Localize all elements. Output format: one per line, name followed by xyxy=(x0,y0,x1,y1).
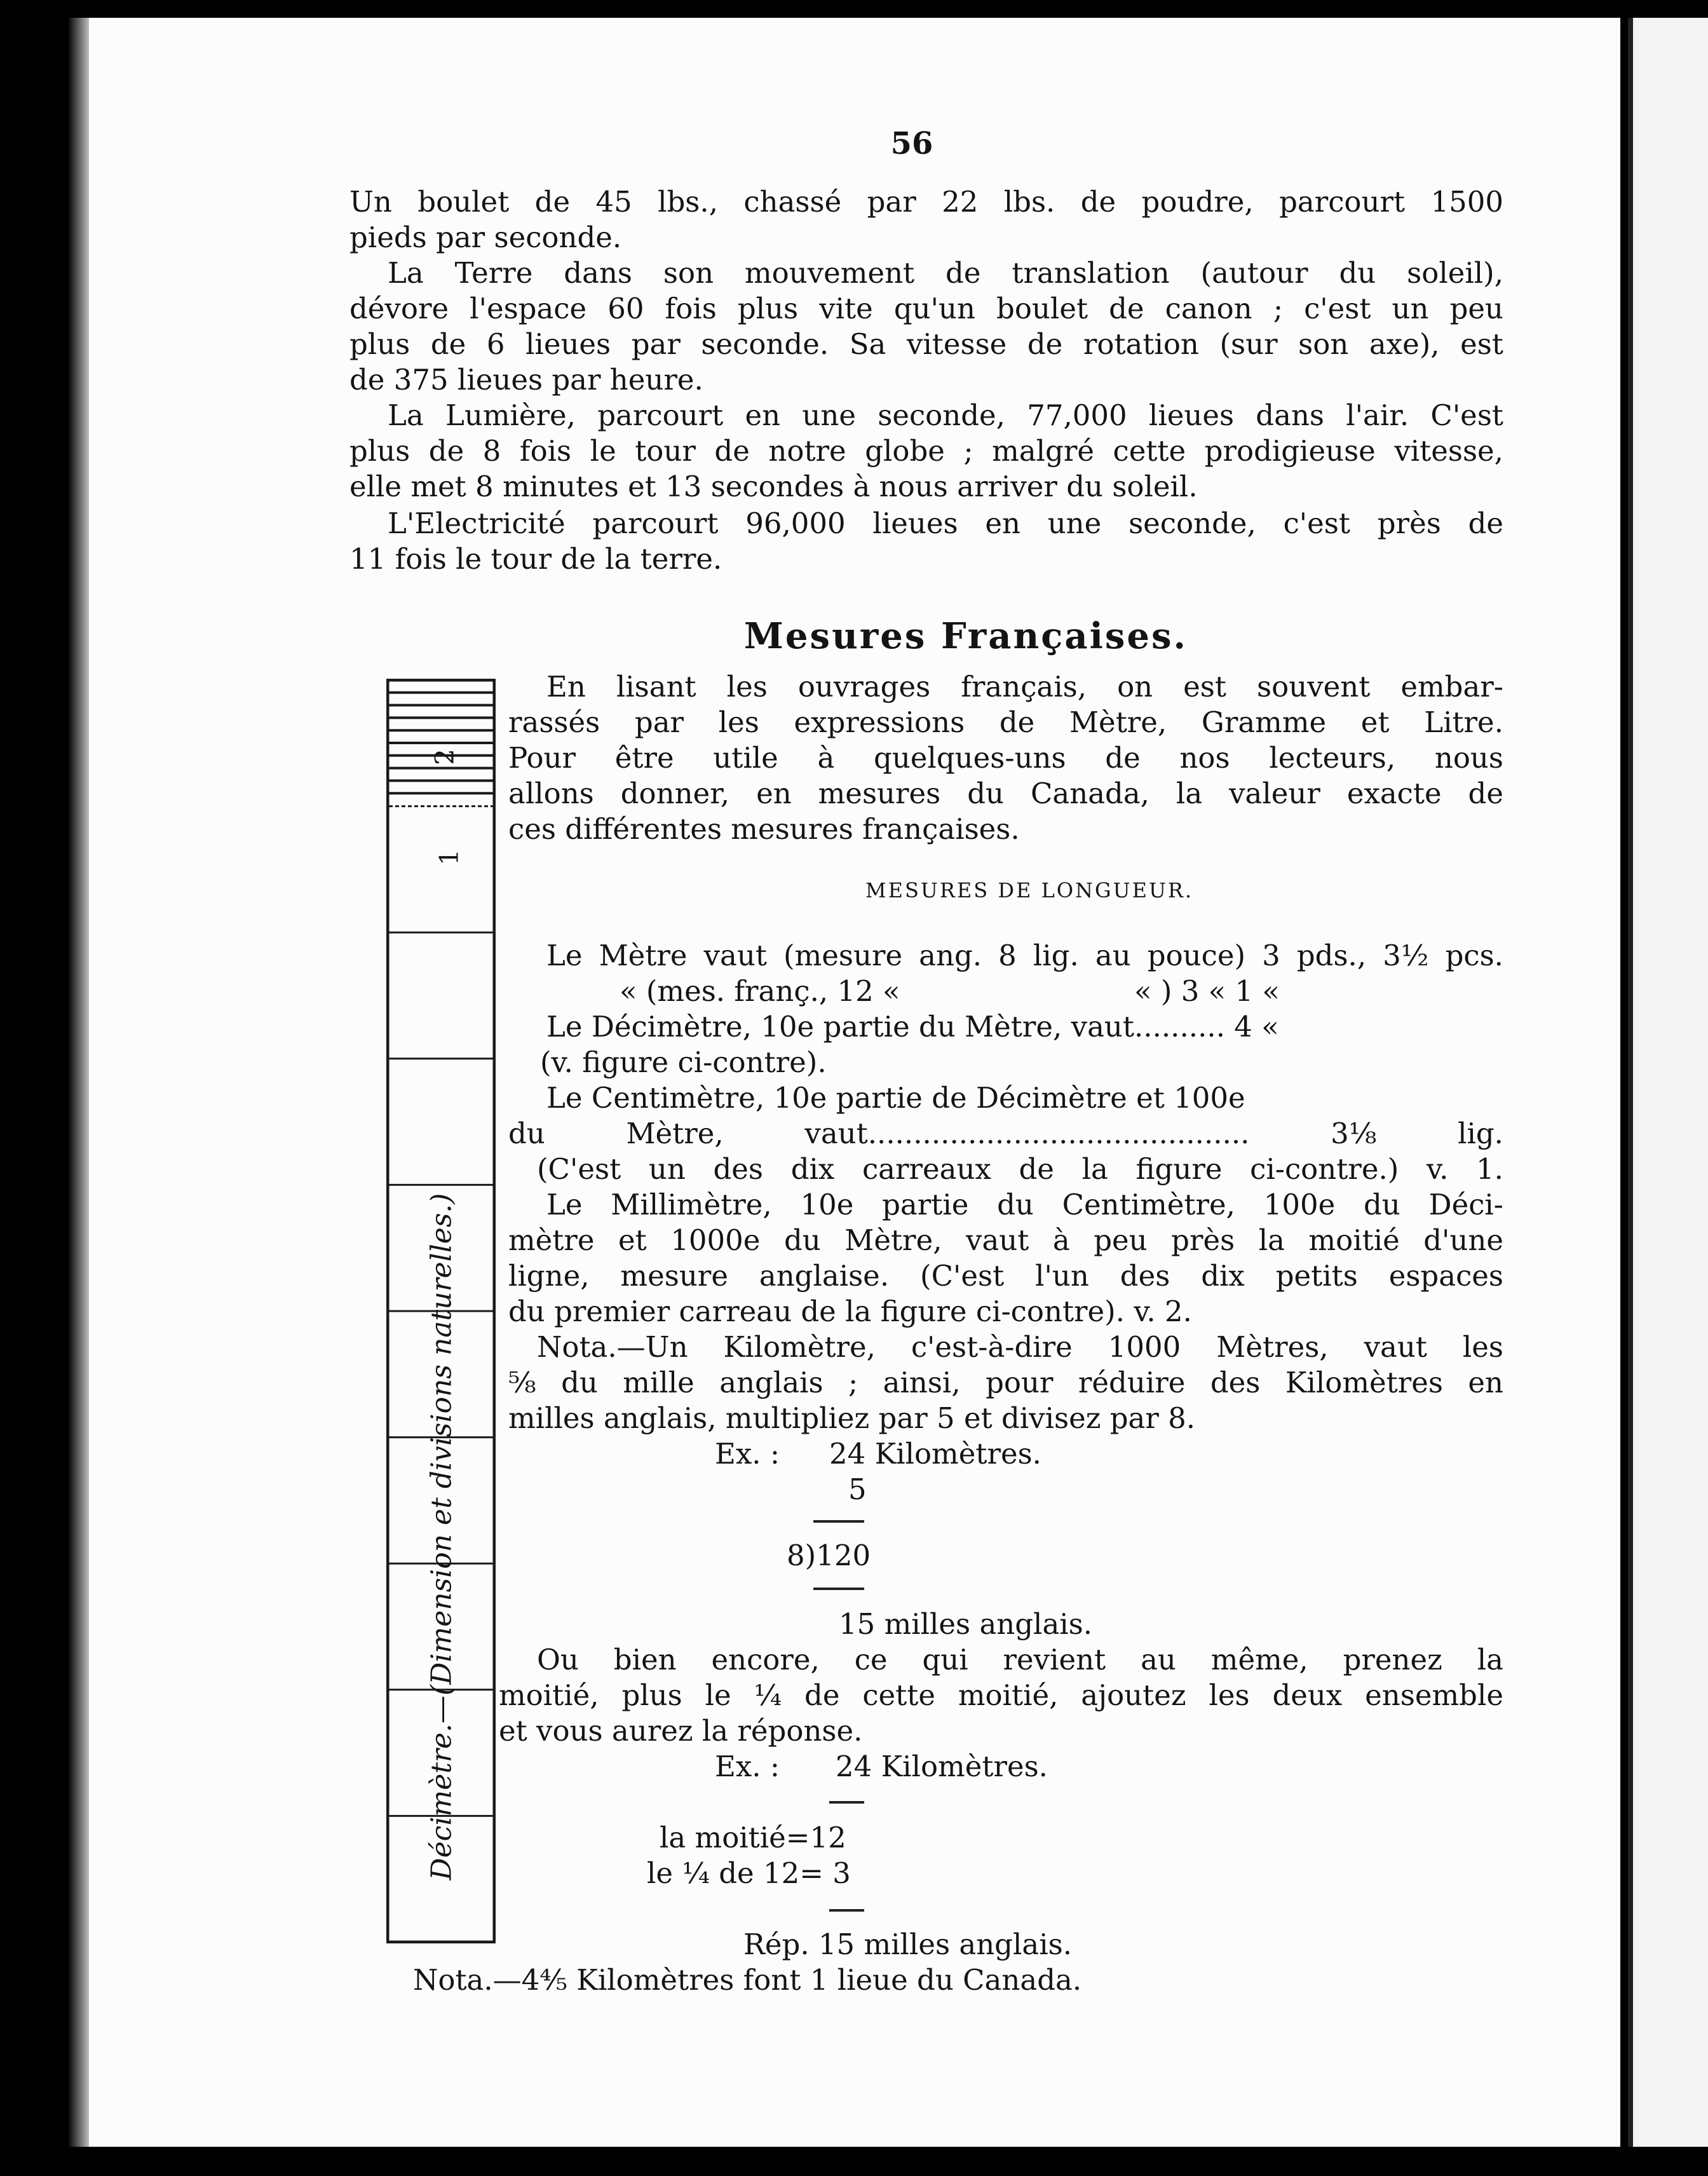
text-line: de 375 lieues par heure. xyxy=(349,363,703,397)
text-line: rassés par les expressions de Mètre, Gramme et Litre. xyxy=(508,705,1503,739)
centimetre-line-3: (C'est un des dix carreaux de la figure ci-contre.) v. 1. xyxy=(537,1152,1503,1186)
subheading-longueur: MESURES DE LONGUEUR. xyxy=(865,878,1194,902)
ruler-label: Décimètre.—(Dimension et divisions naturelles.) xyxy=(425,1193,458,1880)
metre-line-2a: « (mes. franç., 12 « xyxy=(620,974,900,1008)
example-1-label: Ex. : xyxy=(715,1437,780,1471)
millimetre-line: Le Millimètre, 10e partie du Centimètre, 100e du Déci- xyxy=(546,1188,1503,1221)
example-2-km: 24 Kilomètres. xyxy=(836,1750,1048,1783)
ou-bien-line: moitié, plus le ¼ de cette moitié, ajoutez les deux ensemble xyxy=(499,1678,1503,1712)
text-line: allons donner, en mesures du Canada, la valeur exacte de xyxy=(508,777,1503,810)
example-1-multiplier: 5 xyxy=(848,1472,867,1506)
centimetre-line-2: du Mètre, vaut.......................................... 3⅛ lig. xyxy=(508,1117,1503,1150)
nota-km-line: ⅝ du mille anglais ; ainsi, pour réduire des Kilomètres en xyxy=(508,1366,1503,1399)
ou-bien-line: et vous aurez la réponse. xyxy=(499,1714,863,1748)
example-2-reponse: Rép. 15 milles anglais. xyxy=(743,1928,1072,1961)
millimetre-divisions xyxy=(389,693,493,793)
text-line: ces différentes mesures françaises. xyxy=(508,812,1020,846)
text-line: 11 fois le tour de la terre. xyxy=(349,542,722,576)
calc-rule xyxy=(829,1909,864,1912)
text-line: La Lumière, parcourt en une seconde, 77,000 lieues dans l'air. C'est xyxy=(388,398,1503,432)
calc-rule xyxy=(829,1801,864,1804)
nota-km-line: Nota.—Un Kilomètre, c'est-à-dire 1000 Mètres, vaut les xyxy=(537,1330,1503,1364)
text-line: pieds par seconde. xyxy=(349,221,622,254)
section-title: Mesures Françaises. xyxy=(743,615,1188,657)
calc-rule xyxy=(813,1520,864,1523)
ruler-mark-2: 2 xyxy=(430,749,460,765)
text-line: En lisant les ouvrages français, on est souvent embar- xyxy=(546,670,1503,704)
example-2-label: Ex. : xyxy=(715,1750,780,1783)
decimetre-line-1: Le Décimètre, 10e partie du Mètre, vaut.......... 4 « xyxy=(546,1010,1279,1044)
book-page xyxy=(89,18,1620,2147)
ruler-mark-1: 1 xyxy=(435,849,464,866)
example-1-division: 8)120 xyxy=(787,1539,871,1572)
example-2-quart: le ¼ de 12= 3 xyxy=(647,1856,851,1890)
text-line: elle met 8 minutes et 13 secondes à nous arriver du soleil. xyxy=(349,470,1198,503)
calc-rule xyxy=(813,1588,864,1590)
example-1-result: 15 milles anglais. xyxy=(839,1607,1093,1641)
text-line: La Terre dans son mouvement de translation (autour du soleil), xyxy=(388,256,1503,290)
text-line: Pour être utile à quelques-uns de nos lecteurs, nous xyxy=(508,741,1503,775)
ou-bien-line: Ou bien encore, ce qui revient au même, prenez la xyxy=(537,1643,1503,1676)
page-number: 56 xyxy=(890,126,933,161)
text-line: plus de 6 lieues par seconde. Sa vitesse de rotation (sur son axe), est xyxy=(349,327,1503,361)
text-line: plus de 8 fois le tour de notre globe ; malgré cette prodigieuse vitesse, xyxy=(349,434,1503,468)
millimetre-line: mètre et 1000e du Mètre, vaut à peu près la moitié d'une xyxy=(508,1223,1503,1257)
example-1-km: 24 Kilomètres. xyxy=(829,1437,1041,1471)
metre-line-1: Le Mètre vaut (mesure ang. 8 lig. au pouce) 3 pds., 3½ pcs. xyxy=(546,939,1503,972)
millimetre-line: ligne, mesure anglaise. (C'est l'un des dix petits espaces xyxy=(508,1259,1503,1293)
nota-km-line: milles anglais, multipliez par 5 et divisez par 8. xyxy=(508,1401,1196,1435)
metre-line-2b: « ) 3 « 1 « xyxy=(1134,974,1280,1008)
text-line: dévore l'espace 60 fois plus vite qu'un boulet de canon ; c'est un peu xyxy=(349,292,1503,325)
millimetre-line: du premier carreau de la figure ci-contre). v. 2. xyxy=(508,1295,1192,1328)
centimetre-line-1: Le Centimètre, 10e partie de Décimètre et 100e xyxy=(546,1081,1245,1115)
decimetre-line-2: (v. figure ci-contre). xyxy=(540,1045,827,1079)
nota-lieue: Nota.—4⅘ Kilomètres font 1 lieue du Canada. xyxy=(413,1963,1082,1997)
adjacent-page-edge xyxy=(1628,18,1708,2147)
text-line: L'Electricité parcourt 96,000 lieues en une seconde, c'est près de xyxy=(388,507,1503,540)
text-line: Un boulet de 45 lbs., chassé par 22 lbs. de poudre, parcourt 1500 xyxy=(349,185,1503,219)
example-2-moitie: la moitié=12 xyxy=(660,1821,846,1854)
